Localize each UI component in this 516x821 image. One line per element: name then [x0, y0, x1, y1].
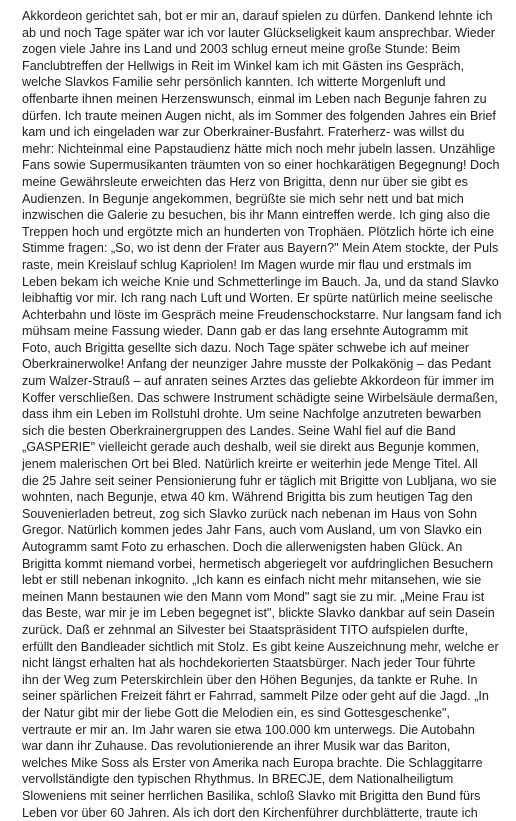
- text-line: Audienzen. In Begunje angekommen, begrüßte sie mich sehr nett und bat mich: [22, 191, 502, 208]
- text-line: Leben bekam ich weiche Knie und Schmetterlinge im Bauch. Ja, und da stand Slavko: [22, 274, 502, 291]
- text-line: jenem malerischen Ort bei Bled. Natürlich kreirte er weiterhin jede Menge Titel. All: [22, 456, 502, 473]
- text-line: Achterbahn und löste im Gespräch meine Freudenschockstarre. Nur langsam fand ich: [22, 307, 502, 324]
- text-line: der Natur gibt mir der liebe Gott die Melodien ein, es sind Gottesgeschenke",: [22, 705, 502, 722]
- text-line: Autogramm samt Foto zu erhaschen. Doch die allerwenigsten haben Glück. An: [22, 539, 502, 556]
- text-line: dass ihm ein Leben im Rollstuhl drohte. Um seine Nachfolge anzutreten bewarben: [22, 406, 502, 423]
- text-line: Souvenierladen betreut, zog sich Slavko zurück nach nebenan im Haus von Sohn: [22, 506, 502, 523]
- text-line: dürfen. Ich traute meinen Augen nicht, als im Sommer des folgenden Jahres ein Brief: [22, 108, 502, 125]
- text-line: wohnten, nach Begunje, etwa 40 km. Während Brigitta bis zum heutigen Tag den: [22, 489, 502, 506]
- text-line: zurück. Daß er zehnmal an Silvester bei Staatspräsident TITO aufspielen durfte,: [22, 622, 502, 639]
- text-line: „GASPERIE" vielleicht gerade auch deshalb, weil sie direkt aus Begunje kommen,: [22, 439, 502, 456]
- text-line: war dann ihr Zuhause. Das revolutionierende an ihrer Musik war das Bariton,: [22, 738, 502, 755]
- text-line: Stimme fragen: „So, wo ist denn der Frater aus Bayern?" Mein Atem stockte, der Puls: [22, 240, 502, 257]
- text-line: erfüllt den Bandleader sichtlich mit Stolz. Es gibt keine Auszeichnung mehr, welche er: [22, 639, 502, 656]
- text-line: Fans sowie Supermusikanten träumten von so einer hochkarätigen Begegnung! Doch: [22, 157, 502, 174]
- text-line: vervollständigte den typischen Rhythmus. In BRECJE, dem Nationalheiligtum: [22, 771, 502, 788]
- text-line: lebt er still nebenan inkognito. „Ich kann es einfach nicht mehr mitansehen, wie sie: [22, 572, 502, 589]
- text-line: welche Slavkos Familie sehr persönlich kannten. Ich witterte Morgenluft und: [22, 74, 502, 91]
- text-line: Fanclubtreffen der Hellwigs in Reit im Winkel kam ich mit Gästen ins Gespräch,: [22, 58, 502, 75]
- text-line: seiner spärlichen Freizeit fährt er Fahrrad, sammelt Pilze oder geht auf die Jagd. „In: [22, 688, 502, 705]
- text-line: Foto, auch Brigitta gesellte sich dazu. Noch Tage später schwebe ich auf meiner: [22, 340, 502, 357]
- text-line: Sloweniens mit seiner herrlichen Basilika, schloß Slavko mit Brigitta den Bund fürs: [22, 788, 502, 805]
- text-line: nicht längst erhalten hat als hochdekorierten Staatsbürger. Nach jeder Tour führte: [22, 655, 502, 672]
- text-line: das Beste, war mir je im Leben begegnet ist", blickte Slavko dankbar auf sein Dasein: [22, 605, 502, 622]
- text-line: inzwischen die Galerie zu besuchen, bis ihr Mann eintreffen werde. Ich ging also die: [22, 207, 502, 224]
- text-line: Treppen hoch und ergötzte mich an hunderten von Trophäen. Plötzlich hörte ich eine: [22, 224, 502, 241]
- text-line: meine Gewährsleute erweichten das Herz von Brigitta, denn nur über sie gibt es: [22, 174, 502, 191]
- text-line: zum Walzer-Strauß – auf anraten seines Arztes das geliebte Akkordeon für immer im: [22, 373, 502, 390]
- text-line: raste, mein Kreislauf schlug Kapriolen! Im Magen wurde mir flau und erstmals im: [22, 257, 502, 274]
- text-line: vertraute er mir an. Im Jahr waren sie etwa 100.000 km unterwegs. Die Autobahn: [22, 722, 502, 739]
- text-line: ihn der Weg zum Peterskirchlein über den Höhen Begunjes, da tankte er Ruhe. In: [22, 672, 502, 689]
- text-line: offenbarte ihnen meinen Herzenswunsch, einmal im Leben nach Begunje fahren zu: [22, 91, 502, 108]
- text-line: Koffer verschließen. Das schwere Instrument schädigte seine Wirbelsäule dermaßen,: [22, 390, 502, 407]
- text-line: mehr: Nichteinmal eine Papstaudienz hätte mich noch mehr jubeln lassen. Unzählige: [22, 141, 502, 158]
- text-line: kam und ich eingeladen war zur Oberkrainer-Busfahrt. Fraterherz- was willst du: [22, 124, 502, 141]
- text-line: Akkordeon gerichtet sah, bot er mir an, darauf spielen zu dürfen. Dankend lehnte ich: [22, 8, 502, 25]
- text-line: sich die besten Oberkrainergruppen des Landes. Seine Wahl fiel auf die Band: [22, 423, 502, 440]
- text-line: welches Mike Soss als Erster von Amerika nach Europa brachte. Die Schlaggitarre: [22, 755, 502, 772]
- text-line: mühsam meine Fassung wieder. Dann gab er das lang ersehnte Autogramm mit: [22, 323, 502, 340]
- text-line: meinen Mann bestaunen wie den Mann vom Mond" sagt sie zu mir. „Meine Frau ist: [22, 589, 502, 606]
- text-line: Oberkrainerwolke! Anfang der neunziger Jahre musste der Polkakönig – das Pedant: [22, 356, 502, 373]
- text-line: Gregor. Natürlich kommen jedes Jahr Fans, auch vom Ausland, um von Slavko ein: [22, 522, 502, 539]
- text-line: Brigitta kommt niemand vorbei, hermetisch abgeriegelt vor aufdringlichen Besuchern: [22, 556, 502, 573]
- text-line: die 25 Jahre seit seiner Pensionierung fuhr er täglich mit Brigitte von Lubljana, wo sie: [22, 473, 502, 490]
- body-text: [22, 8, 502, 821]
- text-line: leibhaftig vor mir. Ich rang nach Luft und Worten. Er spürte natürlich meine seelische: [22, 290, 502, 307]
- text-line: Leben vor über 60 Jahren. Als ich dort den Kirchenführer durchblätterte, traute ich: [22, 805, 502, 821]
- text-line: ab und noch Tage später war ich vor lauter Glückseligkeit kaum ansprechbar. Wieder: [22, 25, 502, 42]
- text-line: zogen viele Jahre ins Land und 2003 schlug erneut meine große Stunde: Beim: [22, 41, 502, 58]
